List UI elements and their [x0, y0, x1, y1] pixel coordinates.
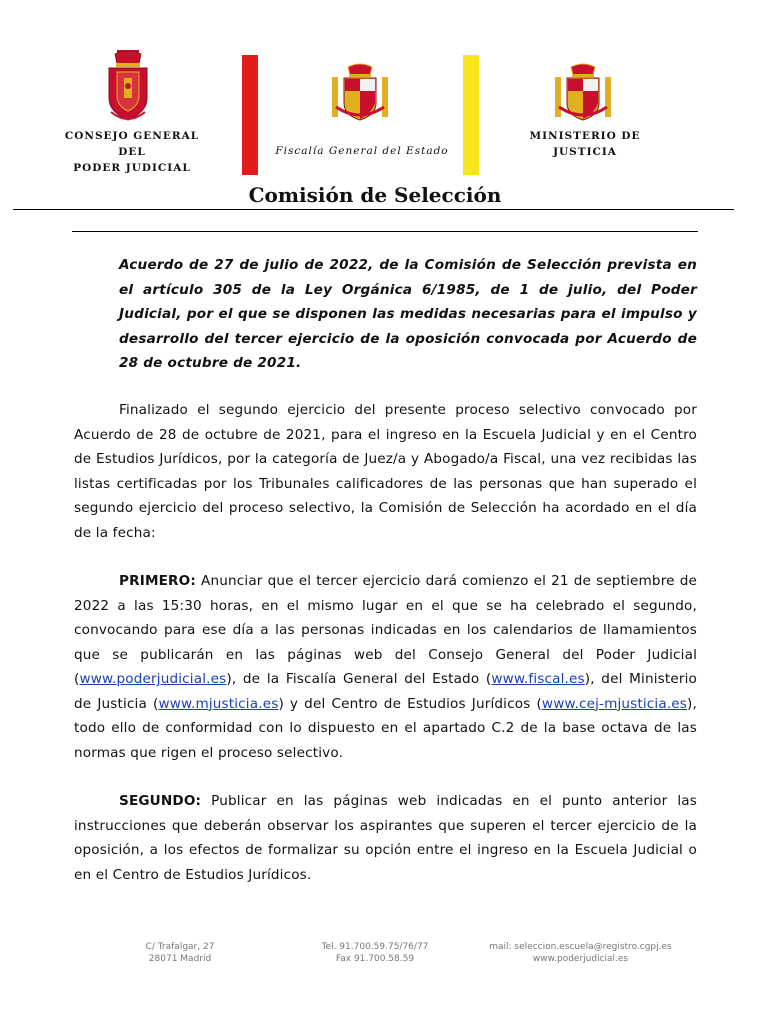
footer-phone-line-1: Tel. 91.700.59.75/76/77 — [321, 942, 429, 952]
link-poderjudicial[interactable]: www.poderjudicial.es — [79, 671, 227, 687]
link-cej-mjusticia[interactable]: www.cej-mjusticia.es — [541, 695, 688, 712]
primero-text-1: Anunciar que el tercer ejercicio dará comienzo el 21 de septiembre de 2022 a las 15:30 horas, en el mismo lugar en el que se ha celebrado el segundo, convocando para ese día a las personas indicadas en los calendarios de llamamientos que se publicarán en las páginas web del Consejo General del Poder Judicial ( — [74, 573, 697, 687]
primero-paragraph — [74, 569, 697, 765]
primero-label: PRIMERO: — [119, 573, 196, 589]
ministry-crest-logo — [553, 63, 613, 123]
primero-text-3: ), del Ministerio de Justicia ( — [74, 671, 697, 712]
page-title: Comisión de Selección — [248, 183, 502, 207]
spain-crest-logo — [330, 63, 390, 123]
right-institution-label — [515, 128, 655, 160]
footer-contact — [478, 941, 683, 965]
link-mjusticia[interactable]: www.mjusticia.es — [158, 695, 279, 712]
segundo-text: Publicar en las páginas web indicadas en el punto anterior las instrucciones que deberán observar los aspirantes que superen el tercer ejercicio de la oposición, a los efectos de formalizar su opción entre el ingreso en la Escuela Judicial o en el Centro de Estudios Jurídicos. — [74, 793, 697, 883]
intro-paragraph: Finalizado el segundo ejercicio del presente proceso selectivo convocado por Acuerdo de 28 de octubre de 2021, para el ingreso en la Escuela Judicial y en el Centro de Estudios Jurídicos, por la categoría de Juez/a y Abogado/a Fiscal, una vez recibidas las listas certificadas por los Tribunales calificadores de las personas que han superado el segundo ejercicio del proceso selectivo, la Comisión de Selección ha acordado en el día de la fecha: — [74, 402, 697, 541]
agreement-heading: Acuerdo de 27 de julio de 2022, de la Comisión de Selección prevista en el artículo 305 de la Ley Orgánica 6/1985, de 1 de julio, del Poder Judicial, por el que se disponen las medidas necesarias para el impulso y desarrollo del tercer ejercicio de la oposición convocada por Acuerdo de 28 de octubre de 2021. — [119, 257, 697, 372]
right-institution-line-2: JUSTICIA — [553, 146, 617, 158]
left-institution-line-1: CONSEJO GENERAL DEL — [64, 130, 200, 158]
primero-text-4: ) y del Centro de Estudios Jurídicos ( — [278, 695, 542, 712]
footer-address — [115, 941, 245, 965]
footer-phone-line-2: Fax 91.700.58.59 — [335, 954, 415, 964]
primero-text-5: ), todo ello de conformidad con lo dispuesto en el apartado C.2 de la base octava de las normas que rigen el proceso selectivo. — [74, 695, 697, 761]
yellow-stripe — [463, 55, 479, 175]
title-separator — [72, 231, 698, 232]
footer-website: www.poderjudicial.es — [532, 954, 629, 964]
link-fiscal[interactable]: www.fiscal.es — [491, 671, 585, 687]
cgpj-crest-logo — [103, 50, 153, 125]
primero-text-2: ), de la Fiscalía General del Estado ( — [226, 671, 492, 687]
footer-email: mail: seleccion.escuela@registro.cgpj.es — [489, 942, 672, 952]
center-institution-label: Fiscalía General del Estado — [275, 145, 449, 157]
red-stripe — [242, 55, 258, 175]
title-underline — [13, 209, 734, 210]
left-institution-label — [52, 128, 212, 176]
footer-address-line-1: C/ Trafalgar, 27 — [145, 942, 215, 952]
segundo-label: SEGUNDO: — [119, 793, 202, 809]
footer-phone — [300, 941, 450, 965]
segundo-paragraph — [74, 789, 697, 887]
footer-address-line-2: 28071 Madrid — [148, 954, 212, 964]
left-institution-line-2: PODER JUDICIAL — [73, 162, 191, 174]
right-institution-line-1: MINISTERIO DE — [529, 130, 641, 142]
